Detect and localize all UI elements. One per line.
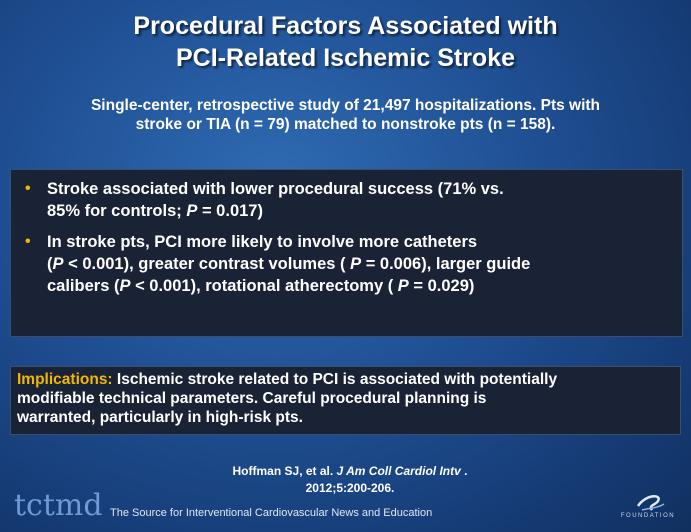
citation-end: . — [460, 464, 468, 478]
title-line-1: Procedural Factors Associated with — [133, 12, 558, 40]
bullet-text: < 0.001), rotational atherectomy ( — [130, 277, 398, 295]
bullet-line: Stroke associated with lower procedural success (71% vs. — [47, 180, 504, 198]
bullet-item — [19, 178, 674, 222]
subtitle-line-1: Single-center, retrospective study of 21,497 hospitalizations. Pts with — [90, 97, 601, 114]
bullet-text: = 0.029) — [408, 277, 475, 295]
title-line-2: PCI-Related Ischemic Stroke — [175, 44, 515, 72]
p-symbol: P — [397, 277, 409, 295]
p-symbol: P — [350, 255, 362, 273]
p-symbol: P — [119, 277, 131, 295]
foundation-word: FOUNDATION — [620, 513, 676, 519]
bullet-text: = 0.017) — [197, 202, 263, 220]
p-symbol: P — [186, 202, 198, 220]
findings-box — [10, 169, 683, 337]
slide-title — [0, 10, 691, 74]
bullet-item — [19, 231, 674, 297]
implications-box — [10, 366, 681, 435]
bullet-text: ( — [47, 255, 53, 273]
bullet-text: calibers ( — [47, 277, 120, 295]
implications-text: Ischemic stroke related to PCI is associated with potentially — [112, 371, 558, 388]
foundation-logo — [612, 492, 684, 526]
implications-line — [17, 370, 674, 389]
bullet-text: = 0.006), larger guide — [361, 255, 531, 273]
tctmd-logo: tctmd — [14, 488, 103, 523]
footer-tagline: The Source for Interventional Cardiovascular News and Education — [110, 507, 433, 519]
citation-journal: J Am Coll Cardiol Intv — [336, 464, 461, 478]
citation-line: 2012;5:200-206. — [305, 481, 395, 495]
citation — [150, 463, 550, 497]
bullet-line — [47, 200, 674, 222]
slide-subtitle — [20, 96, 671, 134]
citation-line — [150, 463, 550, 480]
bullet-text: < 0.001), greater contrast volumes ( — [63, 255, 351, 273]
bullet-line — [47, 275, 674, 297]
citation-authors: Hoffman SJ, et al. — [232, 464, 337, 478]
bullet-line — [47, 253, 674, 275]
bullet-line: In stroke pts, PCI more likely to involve more catheters — [47, 233, 478, 251]
bullet-dot-icon: • — [25, 233, 31, 250]
p-symbol: P — [52, 255, 64, 273]
bullet-dot-icon: • — [25, 180, 31, 197]
implications-line: modifiable technical parameters. Careful procedural planning is — [17, 390, 487, 407]
subtitle-line-2: stroke or TIA (n = 79) matched to nonstroke pts (n = 158). — [135, 116, 556, 133]
swoosh-icon — [612, 492, 684, 514]
implications-line: warranted, particularly in high-risk pts. — [17, 409, 303, 426]
implications-label: Implications: — [17, 371, 113, 388]
bullet-text: 85% for controls; — [47, 202, 187, 220]
